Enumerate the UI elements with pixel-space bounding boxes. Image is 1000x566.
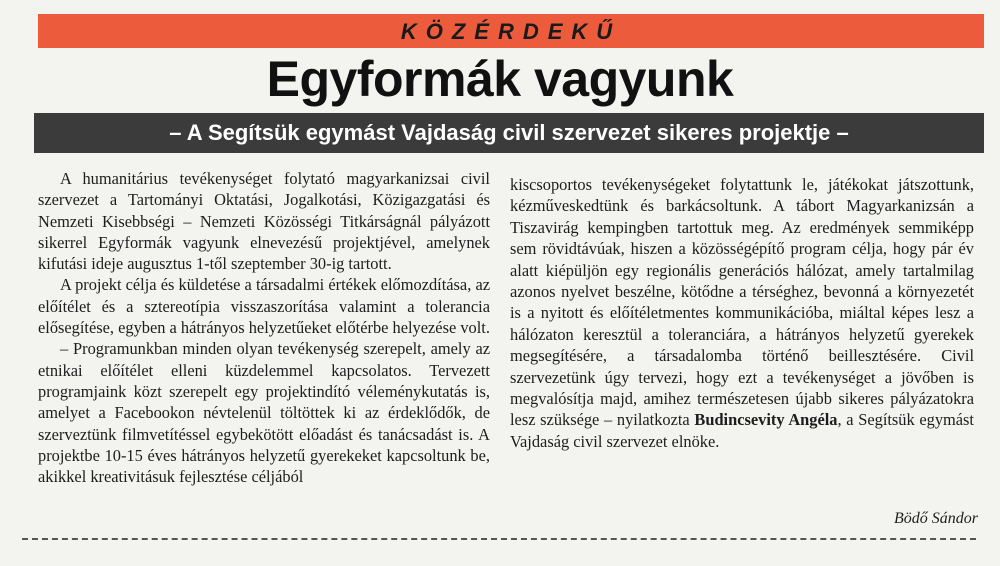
paragraph: – Programunkban minden olyan tevékenység szerepelt, amely az etnikai előítélet elleni küzdelemmel kapcsolatos. Tervezett programjaink közt szerepelt egy projektindító véleménykutatás is, amelyet a Facebookon névtelenül töltöttek ki az érdeklődők, de szerveztünk filmvetítéssel egybekötött előadást és tanácsadást is. A projektbe 10-15 éves hátrányos helyzetű gyerekeket kapcsoltunk be, akikkel kreativitásuk fejlesztése céljából [38, 339, 490, 487]
subheadline-bar [34, 113, 984, 153]
rubric-label: KÖZÉRDEKŰ [400, 19, 622, 44]
article-right-column [510, 174, 974, 452]
paragraph-text: , a Segítsük egymást Vajdaság civil szervezet elnöke. [510, 410, 974, 451]
headline: Egyformák vagyunk [266, 51, 734, 107]
bottom-dashed-divider [22, 538, 976, 540]
paragraph: A projekt célja és küldetése a társadalmi értékek előmozdítása, az előítélet és a sztereotípia visszaszorítása valamint a tolerancia elősegítése, egyben a hátrányos helyzetűeket előtérbe helyezése volt. [38, 275, 490, 338]
quoted-person-name: Budincsevity Angéla [694, 410, 838, 430]
paragraph [510, 174, 974, 452]
rubric-bar [38, 14, 984, 48]
author-signature: Bödő Sándor [894, 510, 978, 527]
paragraph: A humanitárius tevékenységet folytató magyarkanizsai civil szervezet a Tartományi Oktatási, Jogalkotási, Közigazgatási és Nemzeti Kisebbségi – Nemzeti Közösségi Titkárságnál pályázott sikerrel Egyformák vagyunk elnevezésű projektjével, amelynek kifutási ideje augusztus 1-től szeptember 30-ig tartott. [38, 169, 490, 274]
paragraph-text: kiscsoportos tevékenységeket folytattunk le, játékokat játszottunk, kézműveskedtünk és barkácsoltunk. A tábort Magyarkanizsán a Tiszavirág kempingben tartottuk meg. Az eredmények semmiképp sem rövidtávúak, hiszen a közösségépítő program célja, hogy pár év alatt kiépüljön egy regionális generációs hálózat, amely tartalmilag azonos nyelvet beszélne, kötődne a térséghez, bevonná a környezetét is a nyitott és előítéletmentes kommunikációba, miáltal képes lesz a hálózaton keresztül a toleranciára, a hátrányos helyzetű gyerekek megsegítésére, a társadalomba történő beillesztésére. Civil szervezetünk úgy tervezi, hogy ezt a tevékenységet a jövőben is megvalósítja majd, amihez természetesen újabb sikeres pályázatokra lesz szüksége – nyilatkozta [510, 175, 974, 430]
article-left-column [38, 168, 490, 487]
subheadline: – A Segítsük egymást Vajdaság civil szervezet sikeres projektje – [169, 120, 849, 145]
